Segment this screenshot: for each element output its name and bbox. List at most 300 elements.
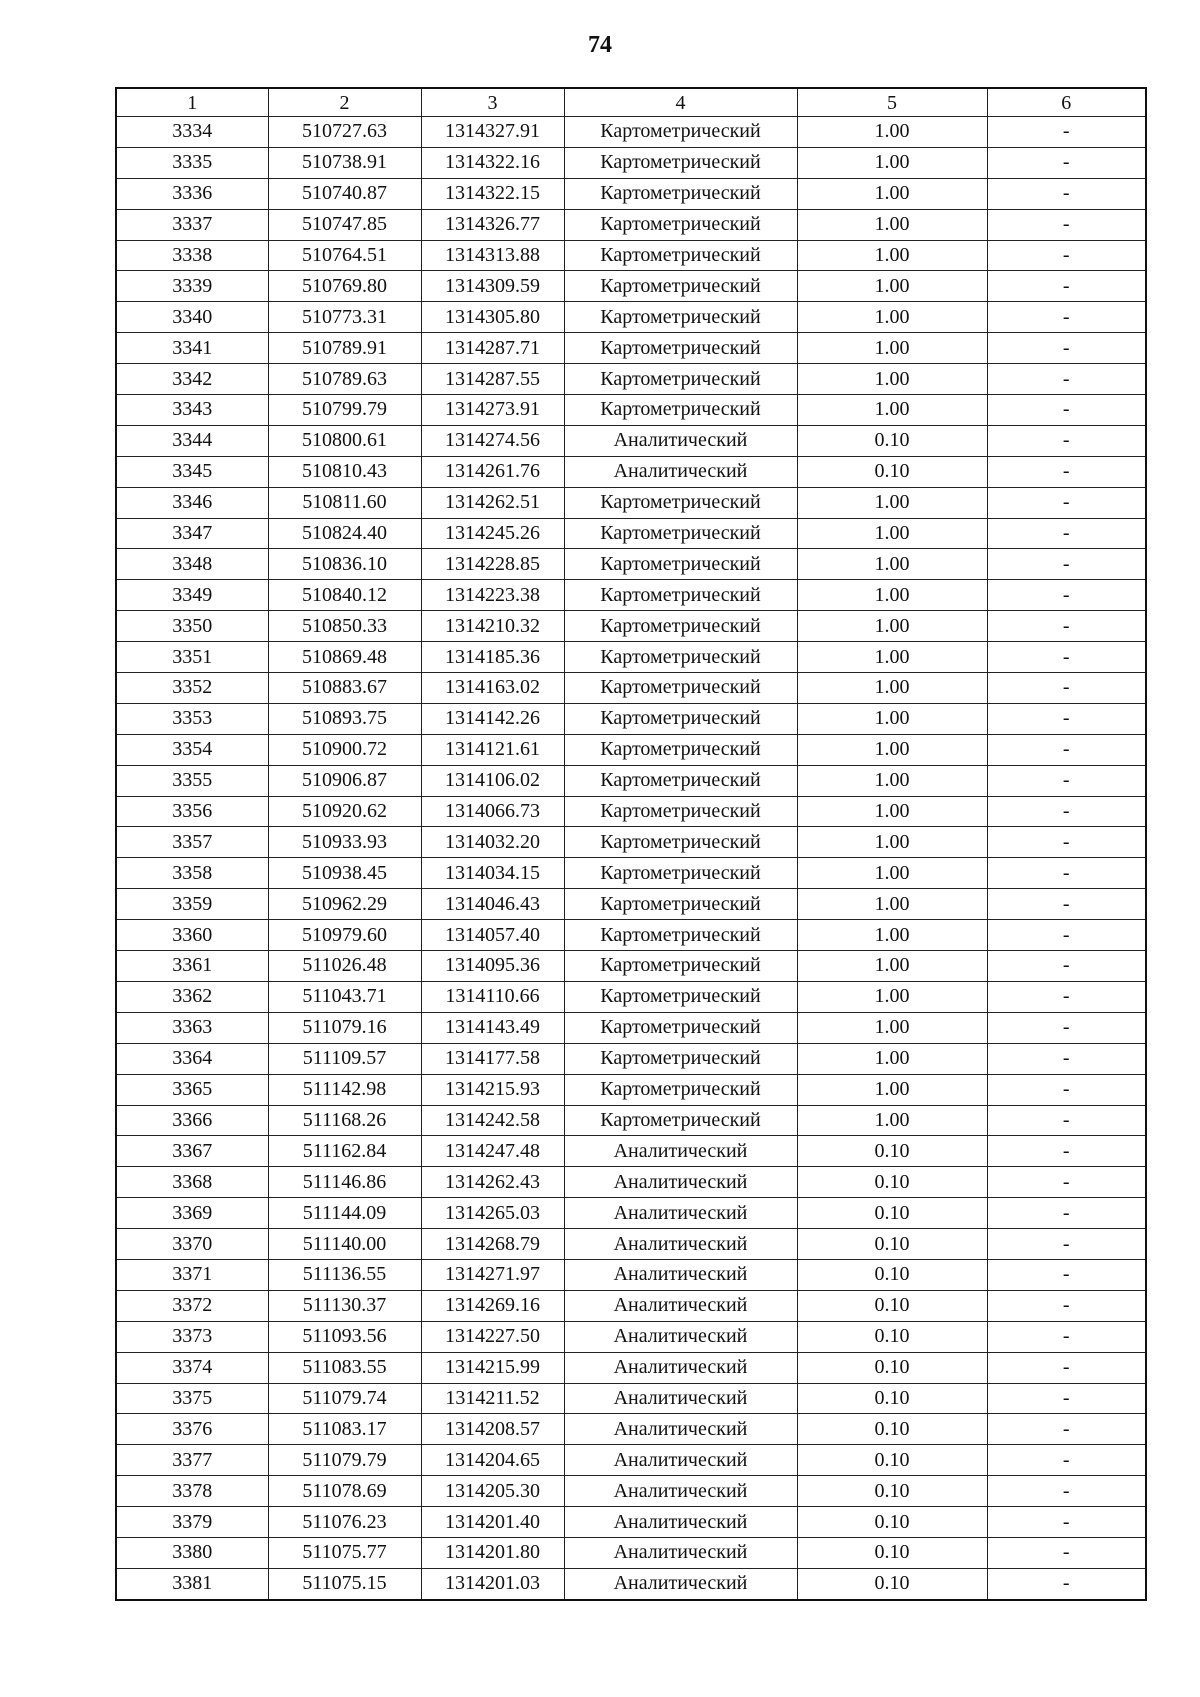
cell-point-number: 3373 xyxy=(116,1321,268,1352)
cell-note: - xyxy=(987,271,1146,302)
cell-note: - xyxy=(987,1105,1146,1136)
cell-coord-y: 1314121.61 xyxy=(421,734,564,765)
cell-note: - xyxy=(987,951,1146,982)
cell-accuracy: 1.00 xyxy=(797,364,987,395)
cell-method: Картометрический xyxy=(564,271,797,302)
cell-point-number: 3371 xyxy=(116,1259,268,1290)
table-row xyxy=(116,1321,1146,1352)
cell-coord-y: 1314223.38 xyxy=(421,580,564,611)
cell-coord-x: 510747.85 xyxy=(268,209,421,240)
table-row xyxy=(116,456,1146,487)
cell-coord-y: 1314208.57 xyxy=(421,1414,564,1445)
cell-accuracy: 1.00 xyxy=(797,642,987,673)
cell-method: Картометрический xyxy=(564,147,797,178)
cell-coord-y: 1314305.80 xyxy=(421,302,564,333)
cell-coord-y: 1314177.58 xyxy=(421,1043,564,1074)
cell-coord-x: 511083.55 xyxy=(268,1352,421,1383)
cell-coord-y: 1314287.55 xyxy=(421,364,564,395)
cell-note: - xyxy=(987,333,1146,364)
cell-accuracy: 1.00 xyxy=(797,765,987,796)
table-row xyxy=(116,765,1146,796)
cell-method: Картометрический xyxy=(564,178,797,209)
cell-note: - xyxy=(987,611,1146,642)
cell-note: - xyxy=(987,1445,1146,1476)
cell-coord-y: 1314228.85 xyxy=(421,549,564,580)
cell-method: Картометрический xyxy=(564,951,797,982)
cell-accuracy: 0.10 xyxy=(797,1290,987,1321)
table-row xyxy=(116,1507,1146,1538)
table-row xyxy=(116,1167,1146,1198)
table-row xyxy=(116,796,1146,827)
cell-method: Картометрический xyxy=(564,703,797,734)
cell-point-number: 3357 xyxy=(116,827,268,858)
cell-method: Картометрический xyxy=(564,1074,797,1105)
cell-accuracy: 1.00 xyxy=(797,1043,987,1074)
cell-coord-x: 511079.16 xyxy=(268,1012,421,1043)
cell-coord-x: 511075.77 xyxy=(268,1537,421,1568)
cell-point-number: 3354 xyxy=(116,734,268,765)
cell-coord-x: 510962.29 xyxy=(268,889,421,920)
cell-note: - xyxy=(987,1414,1146,1445)
cell-coord-y: 1314185.36 xyxy=(421,642,564,673)
cell-method: Аналитический xyxy=(564,1229,797,1260)
cell-coord-x: 511142.98 xyxy=(268,1074,421,1105)
cell-note: - xyxy=(987,1043,1146,1074)
cell-coord-y: 1314163.02 xyxy=(421,673,564,704)
cell-coord-x: 510869.48 xyxy=(268,642,421,673)
table-row xyxy=(116,549,1146,580)
cell-accuracy: 1.00 xyxy=(797,395,987,426)
cell-method: Картометрический xyxy=(564,889,797,920)
cell-note: - xyxy=(987,827,1146,858)
cell-coord-x: 510824.40 xyxy=(268,518,421,549)
cell-coord-y: 1314057.40 xyxy=(421,920,564,951)
cell-method: Аналитический xyxy=(564,1414,797,1445)
cell-method: Картометрический xyxy=(564,1043,797,1074)
cell-coord-y: 1314110.66 xyxy=(421,981,564,1012)
cell-method: Картометрический xyxy=(564,920,797,951)
cell-coord-x: 511076.23 xyxy=(268,1507,421,1538)
table-row xyxy=(116,1537,1146,1568)
cell-coord-y: 1314265.03 xyxy=(421,1198,564,1229)
cell-method: Аналитический xyxy=(564,1198,797,1229)
cell-point-number: 3360 xyxy=(116,920,268,951)
table-row xyxy=(116,580,1146,611)
cell-method: Картометрический xyxy=(564,549,797,580)
cell-method: Аналитический xyxy=(564,1352,797,1383)
cell-method: Картометрический xyxy=(564,827,797,858)
cell-method: Картометрический xyxy=(564,333,797,364)
cell-note: - xyxy=(987,456,1146,487)
cell-coord-x: 510740.87 xyxy=(268,178,421,209)
cell-coord-y: 1314201.03 xyxy=(421,1568,564,1599)
cell-note: - xyxy=(987,1012,1146,1043)
header-cell-col-5: 5 xyxy=(797,88,987,117)
cell-method: Картометрический xyxy=(564,580,797,611)
cell-point-number: 3380 xyxy=(116,1537,268,1568)
cell-note: - xyxy=(987,1167,1146,1198)
cell-accuracy: 1.00 xyxy=(797,858,987,889)
table-row xyxy=(116,1136,1146,1167)
cell-coord-x: 511079.79 xyxy=(268,1445,421,1476)
cell-method: Картометрический xyxy=(564,487,797,518)
table-row xyxy=(116,117,1146,148)
cell-point-number: 3348 xyxy=(116,549,268,580)
cell-note: - xyxy=(987,1259,1146,1290)
cell-point-number: 3338 xyxy=(116,240,268,271)
table-row xyxy=(116,1383,1146,1414)
cell-point-number: 3381 xyxy=(116,1568,268,1599)
table-row xyxy=(116,178,1146,209)
cell-accuracy: 0.10 xyxy=(797,1383,987,1414)
cell-method: Картометрический xyxy=(564,734,797,765)
cell-note: - xyxy=(987,703,1146,734)
cell-coord-y: 1314322.16 xyxy=(421,147,564,178)
cell-accuracy: 0.10 xyxy=(797,1476,987,1507)
cell-coord-x: 511075.15 xyxy=(268,1568,421,1599)
cell-note: - xyxy=(987,580,1146,611)
cell-coord-y: 1314046.43 xyxy=(421,889,564,920)
cell-coord-x: 510810.43 xyxy=(268,456,421,487)
cell-coord-x: 511136.55 xyxy=(268,1259,421,1290)
cell-point-number: 3350 xyxy=(116,611,268,642)
cell-coord-x: 511144.09 xyxy=(268,1198,421,1229)
cell-coord-x: 511078.69 xyxy=(268,1476,421,1507)
table-row xyxy=(116,240,1146,271)
cell-note: - xyxy=(987,796,1146,827)
table-row xyxy=(116,703,1146,734)
cell-coord-x: 510836.10 xyxy=(268,549,421,580)
cell-note: - xyxy=(987,1537,1146,1568)
cell-method: Картометрический xyxy=(564,765,797,796)
cell-accuracy: 1.00 xyxy=(797,920,987,951)
cell-accuracy: 1.00 xyxy=(797,827,987,858)
cell-note: - xyxy=(987,487,1146,518)
table-row xyxy=(116,1105,1146,1136)
cell-coord-y: 1314327.91 xyxy=(421,117,564,148)
cell-point-number: 3349 xyxy=(116,580,268,611)
cell-coord-x: 510840.12 xyxy=(268,580,421,611)
cell-note: - xyxy=(987,117,1146,148)
cell-accuracy: 0.10 xyxy=(797,1414,987,1445)
cell-point-number: 3334 xyxy=(116,117,268,148)
cell-point-number: 3359 xyxy=(116,889,268,920)
cell-method: Аналитический xyxy=(564,1537,797,1568)
table-row xyxy=(116,1012,1146,1043)
cell-method: Картометрический xyxy=(564,642,797,673)
cell-note: - xyxy=(987,1507,1146,1538)
table-row xyxy=(116,425,1146,456)
cell-coord-y: 1314066.73 xyxy=(421,796,564,827)
cell-coord-x: 510799.79 xyxy=(268,395,421,426)
cell-note: - xyxy=(987,1074,1146,1105)
table-row xyxy=(116,1043,1146,1074)
cell-accuracy: 0.10 xyxy=(797,1167,987,1198)
cell-note: - xyxy=(987,518,1146,549)
cell-point-number: 3364 xyxy=(116,1043,268,1074)
cell-accuracy: 1.00 xyxy=(797,209,987,240)
cell-method: Картометрический xyxy=(564,209,797,240)
cell-coord-x: 511130.37 xyxy=(268,1290,421,1321)
table-header xyxy=(116,88,1146,117)
cell-note: - xyxy=(987,364,1146,395)
cell-method: Картометрический xyxy=(564,796,797,827)
cell-point-number: 3378 xyxy=(116,1476,268,1507)
cell-method: Картометрический xyxy=(564,673,797,704)
cell-coord-y: 1314262.43 xyxy=(421,1167,564,1198)
cell-coord-y: 1314274.56 xyxy=(421,425,564,456)
cell-note: - xyxy=(987,1568,1146,1599)
cell-accuracy: 1.00 xyxy=(797,981,987,1012)
table-row xyxy=(116,734,1146,765)
cell-accuracy: 1.00 xyxy=(797,889,987,920)
header-cell-col-1: 1 xyxy=(116,88,268,117)
cell-coord-y: 1314211.52 xyxy=(421,1383,564,1414)
cell-point-number: 3345 xyxy=(116,456,268,487)
cell-method: Аналитический xyxy=(564,456,797,487)
cell-note: - xyxy=(987,209,1146,240)
cell-accuracy: 1.00 xyxy=(797,178,987,209)
cell-method: Аналитический xyxy=(564,1383,797,1414)
table-row xyxy=(116,364,1146,395)
cell-point-number: 3352 xyxy=(116,673,268,704)
cell-accuracy: 0.10 xyxy=(797,1537,987,1568)
cell-note: - xyxy=(987,1198,1146,1229)
cell-accuracy: 1.00 xyxy=(797,796,987,827)
cell-coord-x: 510773.31 xyxy=(268,302,421,333)
cell-point-number: 3366 xyxy=(116,1105,268,1136)
cell-note: - xyxy=(987,395,1146,426)
cell-coord-y: 1314032.20 xyxy=(421,827,564,858)
cell-note: - xyxy=(987,1290,1146,1321)
cell-accuracy: 1.00 xyxy=(797,333,987,364)
cell-note: - xyxy=(987,1136,1146,1167)
table-row xyxy=(116,951,1146,982)
cell-note: - xyxy=(987,549,1146,580)
cell-note: - xyxy=(987,425,1146,456)
cell-note: - xyxy=(987,889,1146,920)
cell-accuracy: 0.10 xyxy=(797,1198,987,1229)
cell-accuracy: 0.10 xyxy=(797,1259,987,1290)
cell-coord-x: 511140.00 xyxy=(268,1229,421,1260)
header-row xyxy=(116,88,1146,117)
cell-note: - xyxy=(987,1321,1146,1352)
cell-coord-y: 1314268.79 xyxy=(421,1229,564,1260)
cell-accuracy: 1.00 xyxy=(797,580,987,611)
cell-coord-y: 1314215.93 xyxy=(421,1074,564,1105)
table-row xyxy=(116,920,1146,951)
cell-accuracy: 1.00 xyxy=(797,549,987,580)
cell-point-number: 3375 xyxy=(116,1383,268,1414)
table-row xyxy=(116,1414,1146,1445)
cell-coord-x: 510800.61 xyxy=(268,425,421,456)
cell-coord-y: 1314205.30 xyxy=(421,1476,564,1507)
cell-accuracy: 1.00 xyxy=(797,734,987,765)
table-row xyxy=(116,518,1146,549)
cell-point-number: 3363 xyxy=(116,1012,268,1043)
cell-point-number: 3362 xyxy=(116,981,268,1012)
table-row xyxy=(116,487,1146,518)
cell-coord-x: 510920.62 xyxy=(268,796,421,827)
cell-method: Картометрический xyxy=(564,1105,797,1136)
cell-accuracy: 1.00 xyxy=(797,673,987,704)
cell-note: - xyxy=(987,673,1146,704)
cell-coord-x: 510789.63 xyxy=(268,364,421,395)
cell-accuracy: 1.00 xyxy=(797,951,987,982)
cell-coord-y: 1314245.26 xyxy=(421,518,564,549)
coordinates-table xyxy=(115,87,1147,1601)
cell-coord-y: 1314261.76 xyxy=(421,456,564,487)
cell-accuracy: 0.10 xyxy=(797,1568,987,1599)
cell-point-number: 3377 xyxy=(116,1445,268,1476)
table-row xyxy=(116,1476,1146,1507)
cell-accuracy: 0.10 xyxy=(797,425,987,456)
cell-coord-x: 510883.67 xyxy=(268,673,421,704)
table-row xyxy=(116,271,1146,302)
header-cell-col-6: 6 xyxy=(987,88,1146,117)
cell-accuracy: 0.10 xyxy=(797,1321,987,1352)
table-row xyxy=(116,209,1146,240)
cell-coord-x: 510850.33 xyxy=(268,611,421,642)
cell-method: Картометрический xyxy=(564,611,797,642)
cell-coord-y: 1314273.91 xyxy=(421,395,564,426)
cell-note: - xyxy=(987,1476,1146,1507)
cell-method: Аналитический xyxy=(564,1259,797,1290)
cell-coord-y: 1314106.02 xyxy=(421,765,564,796)
cell-note: - xyxy=(987,147,1146,178)
cell-point-number: 3339 xyxy=(116,271,268,302)
cell-method: Аналитический xyxy=(564,1167,797,1198)
cell-point-number: 3343 xyxy=(116,395,268,426)
cell-accuracy: 1.00 xyxy=(797,1012,987,1043)
cell-accuracy: 0.10 xyxy=(797,1136,987,1167)
header-cell-col-4: 4 xyxy=(564,88,797,117)
cell-point-number: 3340 xyxy=(116,302,268,333)
cell-accuracy: 1.00 xyxy=(797,271,987,302)
cell-coord-x: 510811.60 xyxy=(268,487,421,518)
cell-point-number: 3365 xyxy=(116,1074,268,1105)
cell-note: - xyxy=(987,858,1146,889)
cell-accuracy: 1.00 xyxy=(797,302,987,333)
cell-accuracy: 1.00 xyxy=(797,611,987,642)
cell-coord-y: 1314242.58 xyxy=(421,1105,564,1136)
cell-accuracy: 1.00 xyxy=(797,1105,987,1136)
cell-coord-y: 1314095.36 xyxy=(421,951,564,982)
table-row xyxy=(116,673,1146,704)
cell-method: Картометрический xyxy=(564,1012,797,1043)
table-row xyxy=(116,395,1146,426)
table-row xyxy=(116,981,1146,1012)
table-row xyxy=(116,858,1146,889)
cell-coord-x: 510900.72 xyxy=(268,734,421,765)
cell-point-number: 3341 xyxy=(116,333,268,364)
cell-coord-x: 511093.56 xyxy=(268,1321,421,1352)
cell-point-number: 3379 xyxy=(116,1507,268,1538)
cell-coord-x: 510764.51 xyxy=(268,240,421,271)
cell-coord-y: 1314210.32 xyxy=(421,611,564,642)
table-row xyxy=(116,611,1146,642)
cell-method: Аналитический xyxy=(564,425,797,456)
cell-point-number: 3335 xyxy=(116,147,268,178)
cell-coord-x: 510789.91 xyxy=(268,333,421,364)
cell-accuracy: 1.00 xyxy=(797,518,987,549)
table-row xyxy=(116,889,1146,920)
cell-coord-x: 510727.63 xyxy=(268,117,421,148)
header-cell-col-3: 3 xyxy=(421,88,564,117)
cell-coord-x: 510738.91 xyxy=(268,147,421,178)
table-row xyxy=(116,1568,1146,1599)
cell-note: - xyxy=(987,178,1146,209)
cell-coord-x: 511079.74 xyxy=(268,1383,421,1414)
cell-coord-x: 510933.93 xyxy=(268,827,421,858)
cell-accuracy: 0.10 xyxy=(797,1445,987,1476)
header-cell-col-2: 2 xyxy=(268,88,421,117)
cell-coord-x: 511168.26 xyxy=(268,1105,421,1136)
cell-point-number: 3367 xyxy=(116,1136,268,1167)
cell-coord-x: 511043.71 xyxy=(268,981,421,1012)
cell-coord-y: 1314309.59 xyxy=(421,271,564,302)
cell-point-number: 3372 xyxy=(116,1290,268,1321)
cell-coord-x: 511026.48 xyxy=(268,951,421,982)
table-body xyxy=(116,117,1146,1600)
table-row xyxy=(116,1198,1146,1229)
cell-coord-x: 510938.45 xyxy=(268,858,421,889)
cell-point-number: 3374 xyxy=(116,1352,268,1383)
cell-coord-x: 510979.60 xyxy=(268,920,421,951)
cell-method: Аналитический xyxy=(564,1476,797,1507)
cell-point-number: 3342 xyxy=(116,364,268,395)
cell-coord-x: 510769.80 xyxy=(268,271,421,302)
cell-coord-y: 1314326.77 xyxy=(421,209,564,240)
cell-method: Картометрический xyxy=(564,117,797,148)
cell-point-number: 3353 xyxy=(116,703,268,734)
cell-coord-x: 511146.86 xyxy=(268,1167,421,1198)
cell-accuracy: 1.00 xyxy=(797,147,987,178)
cell-point-number: 3370 xyxy=(116,1229,268,1260)
cell-accuracy: 1.00 xyxy=(797,117,987,148)
cell-note: - xyxy=(987,734,1146,765)
cell-point-number: 3361 xyxy=(116,951,268,982)
cell-method: Картометрический xyxy=(564,518,797,549)
cell-point-number: 3368 xyxy=(116,1167,268,1198)
cell-note: - xyxy=(987,765,1146,796)
cell-note: - xyxy=(987,1352,1146,1383)
cell-method: Аналитический xyxy=(564,1290,797,1321)
cell-coord-y: 1314262.51 xyxy=(421,487,564,518)
cell-coord-x: 510893.75 xyxy=(268,703,421,734)
cell-accuracy: 0.10 xyxy=(797,1352,987,1383)
cell-accuracy: 1.00 xyxy=(797,1074,987,1105)
table-row xyxy=(116,1259,1146,1290)
page-number: 74 xyxy=(588,32,612,58)
cell-coord-y: 1314227.50 xyxy=(421,1321,564,1352)
cell-point-number: 3337 xyxy=(116,209,268,240)
cell-method: Картометрический xyxy=(564,302,797,333)
cell-method: Аналитический xyxy=(564,1507,797,1538)
cell-note: - xyxy=(987,920,1146,951)
cell-coord-x: 511083.17 xyxy=(268,1414,421,1445)
table-row xyxy=(116,147,1146,178)
table-row xyxy=(116,1445,1146,1476)
cell-point-number: 3376 xyxy=(116,1414,268,1445)
cell-coord-y: 1314201.80 xyxy=(421,1537,564,1568)
cell-coord-y: 1314204.65 xyxy=(421,1445,564,1476)
table-row xyxy=(116,302,1146,333)
cell-accuracy: 1.00 xyxy=(797,487,987,518)
table-row xyxy=(116,1074,1146,1105)
cell-coord-x: 510906.87 xyxy=(268,765,421,796)
cell-method: Аналитический xyxy=(564,1321,797,1352)
